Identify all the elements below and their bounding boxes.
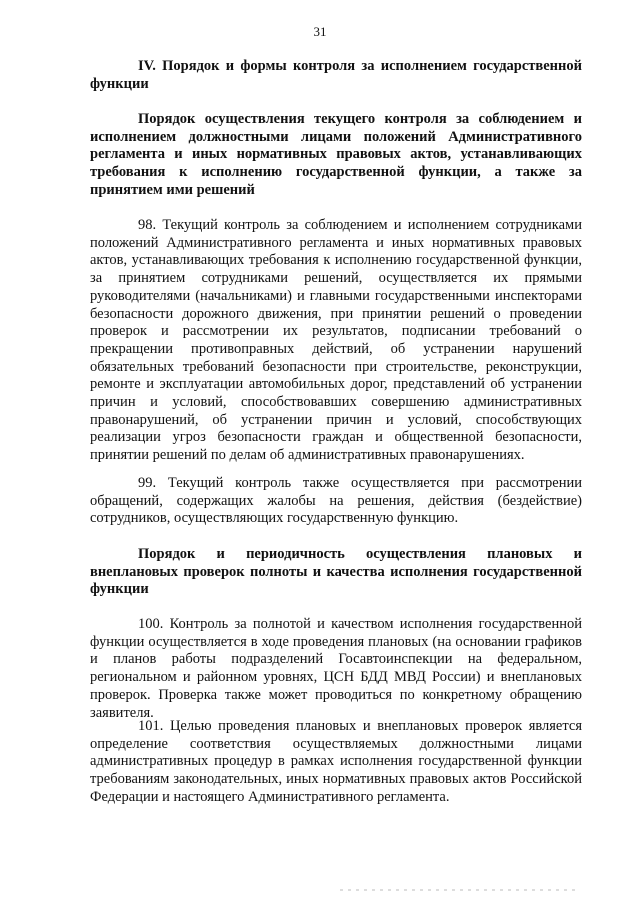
- paragraph-101: 101. Целью проведения плановых и внеплановых проверок является определение соответствия осуществляемых должностными лицами административных процедур в рамках исполнения государственной функции требованиям законодательных, иных нормативных правовых актов Российской Федерации и настоящего Административного регламента.: [90, 718, 582, 805]
- page-number: 31: [313, 24, 327, 39]
- subheading-inspections: Порядок и периодичность осуществления плановых и внеплановых проверок полноты и качества исполнения государственной функции: [90, 546, 582, 598]
- paragraph-98: 98. Текущий контроль за соблюдением и исполнением сотрудниками положений Административного регламента и иных нормативных правовых актов, устанавливающих требования к исполнению государственной функции, за принятием сотрудниками решений, осуществляется их прямыми руководителями (начальниками) и главными государственными инспекторами безопасности дорожного движения, при принятии решений о проведении проверок и рассмотрении их результатов, подписании требований о прекращении противоправных действий, об устранении нарушений обязательных требований безопасности при строительстве, реконструкции, ремонте и эксплуатации автомобильных дорог, представлений об устранении причин и условий, способствовавших совершению административных правонарушений, об устранении причин и условий, способствующих реализации угроз безопасности граждан и общественной безопасности, принятии решений по делам об административных правонарушениях.: [90, 217, 582, 464]
- paragraph-99: 99. Текущий контроль также осуществляется при рассмотрении обращений, содержащих жалобы на решения, действия (бездействие) сотрудников, осуществляющих государственную функцию.: [90, 475, 582, 527]
- scan-artifact: [340, 889, 580, 891]
- paragraph-100: 100. Контроль за полнотой и качеством исполнения государственной функции осуществляется в ходе проведения плановых (на основании графиков и планов работы подразделений Госавтоинспекции на федеральном, региональном и районном уровнях, ЦСН БДД МВД России) и внеплановых проверок. Проверка также может проводиться по конкретному обращению заявителя.: [90, 616, 582, 721]
- section-heading: IV. Порядок и формы контроля за исполнением государственной функции: [90, 58, 582, 92]
- subheading-current-control: Порядок осуществления текущего контроля за соблюдением и исполнением должностными лицами положений Административного регламента и иных нормативных правовых актов, устанавливающих требования к исполнению государственной функции, а также за принятием ими решений: [90, 111, 582, 198]
